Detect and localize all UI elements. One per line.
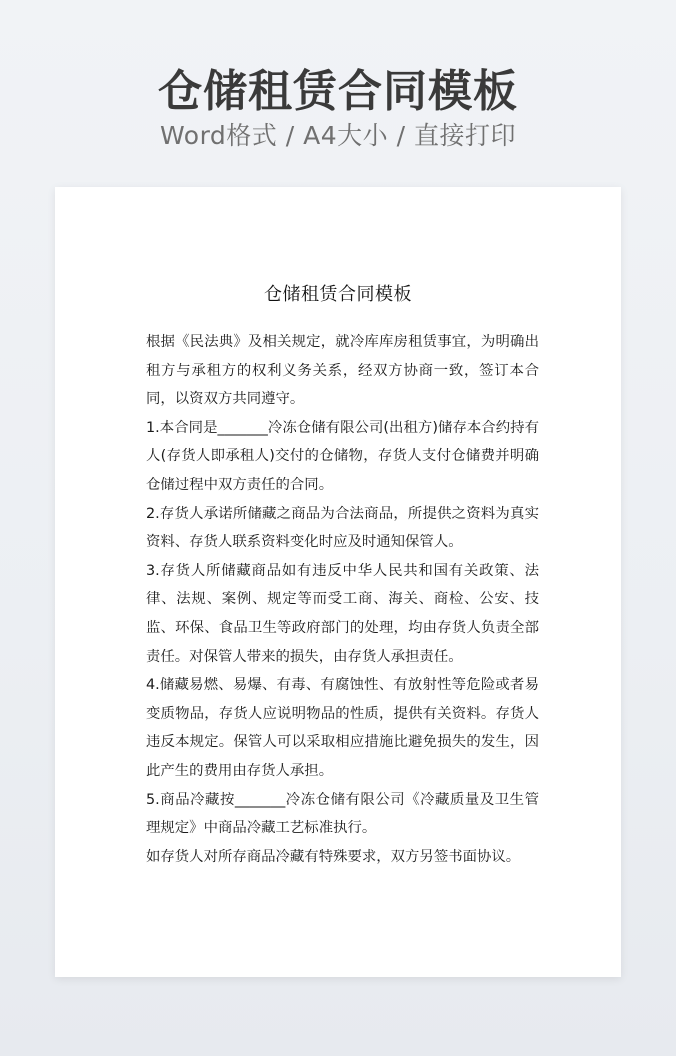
document-title: 仓储租赁合同模板 (264, 284, 412, 305)
document-page (55, 187, 621, 977)
clause-4: 4.储藏易燃、易爆、有毒、有腐蚀性、有放射性等危险或者易变质物品，存货人应说明物品的性质，提供有关资料。存货人违反本规定。保管人可以采取相应措施比避免损失的发生，因此产生的费用由存货人承担。 (146, 677, 539, 779)
clause-2: 2.存货人承诺所储藏之商品为合法商品，所提供之资料为真实资料、存货人联系资料变化时应及时通知保管人。 (146, 505, 539, 551)
document-body (146, 328, 539, 871)
intro-paragraph: 根据《民法典》及相关规定，就冷库库房租赁事宜，为明确出租方与承租方的权利义务关系，经双方协商一致，签订本合同，以资双方共同遵守。 (146, 334, 539, 408)
clause-3: 3.存货人所储藏商品如有违反中华人民共和国有关政策、法律、法规、案例、规定等而受工商、海关、商检、公安、技监、环保、食品卫生等政府部门的处理，均由存货人负责全部责任。对保管人带来的损失，由存货人承担责任。 (146, 562, 539, 665)
clause-1: 1.本合同是_______冷冻仓储有限公司(出租方)储存本合约持有人(存货人即承租人)交付的仓储物，存货人支付仓储费并明确仓储过程中双方责任的合同。 (146, 419, 539, 493)
closing-paragraph: 如存货人对所存商品冷藏有特殊要求，双方另签书面协议。 (146, 848, 521, 865)
banner-title: 仓储租赁合同模板 (158, 66, 518, 117)
clause-5: 5.商品冷藏按_______冷冻仓储有限公司《冷藏质量及卫生管理规定》中商品冷藏工艺标准执行。 (146, 791, 539, 837)
banner-subtitle: Word格式 / A4大小 / 直接打印 (160, 121, 516, 150)
banner (0, 0, 676, 186)
